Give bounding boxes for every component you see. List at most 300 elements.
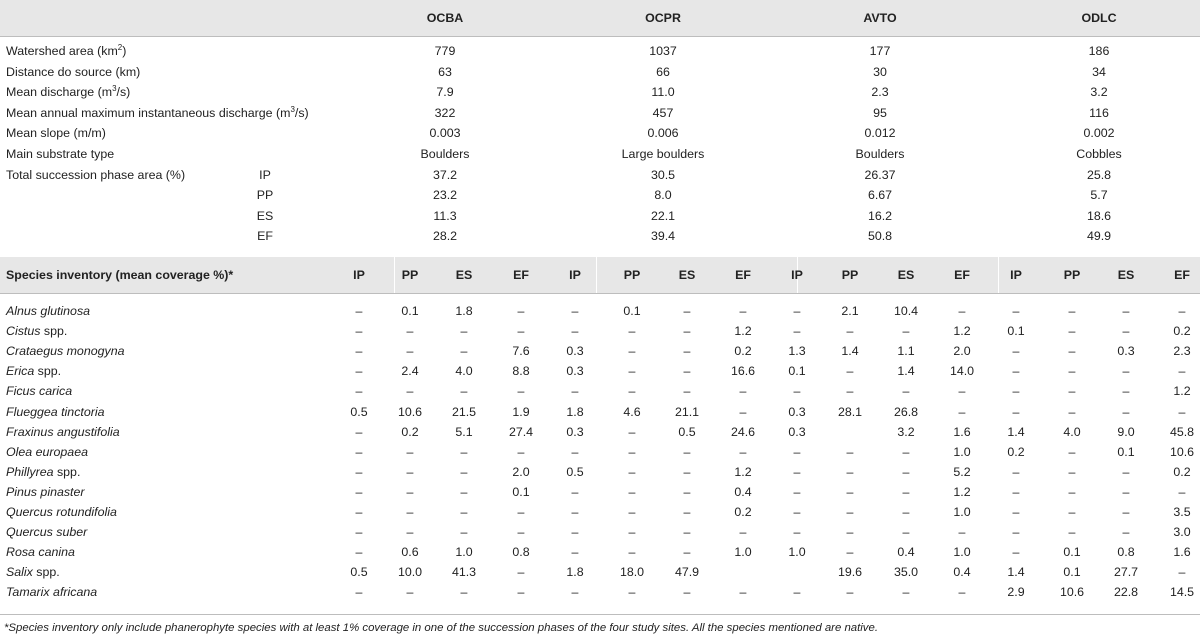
coverage-cell: – [517,565,525,580]
coverage-cell: 0.6 [401,545,419,560]
coverage-cell: 4.0 [1063,424,1081,439]
coverage-cell: – [846,484,854,499]
coverage-cell: – [683,464,691,479]
phase-header: ES [678,268,696,282]
coverage-cell: – [571,484,579,499]
coverage-cell: 1.8 [566,404,584,419]
species-name: Rosa canina [6,545,75,560]
coverage-cell: 0.2 [734,505,752,519]
coverage-cell: – [846,525,854,540]
coverage-cell: 1.9 [512,404,530,419]
coverage-cell: – [1122,364,1130,379]
coverage-cell: – [571,304,579,318]
coverage-cell: – [1012,464,1020,479]
coverage-cell: – [406,444,414,459]
coverage-cell: 1.0 [788,545,806,560]
coverage-cell: 2.0 [512,464,530,479]
coverage-cell: – [846,464,854,479]
coverage-cell: – [628,545,636,560]
coverage-cell: – [355,484,363,499]
coverage-cell: – [1122,324,1130,339]
coverage-cell: – [628,585,636,600]
coverage-cell: – [846,585,854,600]
succession-label: Total succession phase area (%) [6,167,186,182]
coverage-cell: 35.0 [893,565,919,580]
coverage-cell: – [902,384,910,399]
coverage-cell: – [1012,505,1020,519]
coverage-cell: 1.2 [734,324,752,339]
species-name: Crataegus monogyna [6,344,125,359]
value-cell: 6.67 [867,188,893,203]
coverage-cell: – [1122,384,1130,399]
coverage-cell: – [958,384,966,399]
coverage-cell: – [355,304,363,318]
coverage-cell: – [793,304,801,318]
coverage-cell: – [1068,344,1076,359]
phase-header: PP [1063,268,1081,282]
coverage-cell: – [1068,364,1076,379]
coverage-cell: – [739,444,747,459]
species-name: Fraxinus angustifolia [6,424,120,439]
coverage-cell: 19.6 [837,565,863,580]
value-cell: 8.0 [654,188,672,203]
phase-header: ES [897,268,915,282]
coverage-cell: 10.0 [397,565,423,580]
coverage-cell: – [460,484,468,499]
coverage-cell: – [1178,565,1186,580]
coverage-cell: 0.1 [1063,565,1081,580]
coverage-cell: – [355,344,363,359]
coverage-cell: 1.4 [1007,424,1025,439]
coverage-cell: – [683,525,691,540]
coverage-cell: – [1068,484,1076,499]
coverage-cell: 1.4 [897,364,915,379]
coverage-cell: – [355,444,363,459]
value-cell: Cobbles [1076,147,1122,161]
coverage-cell: – [517,444,525,459]
coverage-cell: – [902,585,910,600]
coverage-cell: – [793,444,801,459]
coverage-cell: – [902,505,910,519]
coverage-cell: 9.0 [1117,424,1135,439]
coverage-cell: – [517,505,525,519]
species-name: Flueggea tinctoria [6,404,105,419]
coverage-cell: – [1122,404,1130,419]
coverage-cell: 27.7 [1113,565,1139,580]
coverage-cell: – [460,585,468,600]
coverage-cell: – [1178,484,1186,499]
coverage-cell: – [902,525,910,540]
coverage-cell: – [628,444,636,459]
coverage-cell: – [958,404,966,419]
value-cell: 5.7 [1090,188,1108,203]
coverage-cell: – [683,585,691,600]
value-cell: 779 [434,44,456,58]
coverage-cell: – [846,384,854,399]
species-name: Cistus spp. [6,324,68,339]
value-cell: 30.5 [650,167,676,182]
value-cell: 26.37 [864,167,896,182]
value-cell: 0.003 [429,126,461,141]
coverage-cell: – [683,304,691,318]
value-cell: 16.2 [867,208,893,223]
species-name: Erica spp. [6,364,62,379]
coverage-cell: – [460,505,468,519]
coverage-cell: 0.2 [401,424,419,439]
coverage-cell: 0.4 [897,545,915,560]
species-name: Olea europaea [6,444,88,459]
coverage-cell: 1.0 [734,545,752,560]
value-cell: 28.2 [432,229,458,244]
coverage-cell: – [406,464,414,479]
coverage-cell: – [846,545,854,560]
coverage-cell: 0.5 [566,464,584,479]
row-label: Mean discharge $(m^3/s)$ [6,84,131,100]
value-cell: 25.8 [1086,167,1112,182]
phase-label: PP [256,188,274,203]
coverage-cell: – [460,444,468,459]
value-cell: 0.006 [647,126,679,141]
coverage-cell: – [355,464,363,479]
coverage-cell: – [571,525,579,540]
coverage-cell: – [902,484,910,499]
coverage-cell: – [739,525,747,540]
coverage-cell: 0.2 [1173,324,1191,339]
coverage-cell: – [1122,464,1130,479]
coverage-cell: 0.2 [1173,464,1191,479]
coverage-cell: 1.2 [1173,384,1191,399]
coverage-cell: 0.8 [1117,545,1135,560]
coverage-cell: – [628,364,636,379]
coverage-cell: 21.5 [451,404,477,419]
phase-label: ES [256,208,274,223]
coverage-cell: – [1122,484,1130,499]
phase-header: ES [455,268,473,282]
coverage-cell: 4.6 [623,404,641,419]
row-label: Watershed area $(km^2)$ [6,42,127,58]
value-cell: 2.3 [871,85,889,100]
coverage-cell: 2.4 [401,364,419,379]
coverage-cell: – [406,505,414,519]
coverage-cell: – [628,344,636,359]
coverage-cell: – [406,484,414,499]
coverage-cell: 0.3 [788,404,806,419]
site-header-ocpr: OCPR [645,11,681,25]
coverage-cell: 1.4 [841,344,859,359]
coverage-cell: 5.1 [455,424,473,439]
coverage-cell: – [406,344,414,359]
phase-header: PP [401,268,419,282]
row-label: Main substrate type [6,147,115,161]
coverage-cell: 3.2 [897,424,915,439]
coverage-cell: – [683,324,691,339]
species-name: Tamarix africana [6,585,98,600]
coverage-cell: – [739,585,747,600]
coverage-cell: – [1012,304,1020,318]
coverage-cell: – [793,484,801,499]
coverage-cell: 0.8 [512,545,530,560]
coverage-cell: – [628,464,636,479]
phase-label: IP [259,167,271,182]
coverage-cell: – [793,505,801,519]
coverage-cell: – [958,525,966,540]
coverage-cell: – [902,324,910,339]
coverage-cell: 2.9 [1007,585,1025,600]
phase-header: PP [623,268,641,282]
coverage-cell: – [1012,384,1020,399]
coverage-cell: – [1012,545,1020,560]
coverage-cell: 10.6 [397,404,423,419]
coverage-cell: – [793,384,801,399]
coverage-cell: – [460,384,468,399]
coverage-cell: – [628,525,636,540]
coverage-cell: – [1068,525,1076,540]
coverage-cell: 10.6 [1169,444,1195,459]
coverage-cell: – [460,344,468,359]
coverage-cell: 0.5 [678,424,696,439]
coverage-cell: – [1068,404,1076,419]
value-cell: 22.1 [650,208,676,223]
value-cell: 0.012 [864,126,896,141]
coverage-cell: – [460,525,468,540]
value-cell: 116 [1089,105,1109,120]
coverage-cell: – [846,324,854,339]
phase-label: EF [257,229,273,244]
coverage-cell: 1.1 [897,344,915,359]
coverage-cell: – [1012,344,1020,359]
coverage-cell: – [628,484,636,499]
coverage-cell: – [355,585,363,600]
coverage-cell: 0.3 [566,364,584,379]
coverage-cell: 47.9 [674,565,700,580]
coverage-cell: 22.8 [1113,585,1139,600]
coverage-cell: – [1122,304,1130,318]
coverage-cell: – [683,364,691,379]
coverage-cell: 3.0 [1173,525,1191,540]
coverage-cell: – [517,384,525,399]
coverage-cell: 16.6 [730,364,756,379]
coverage-cell: 14.0 [949,364,975,379]
coverage-cell: – [683,384,691,399]
coverage-cell: – [739,404,747,419]
species-name: Quercus rotundifolia [6,505,117,519]
coverage-cell: – [739,384,747,399]
species-name: Quercus suber [6,525,88,540]
coverage-cell: – [460,324,468,339]
phase-header: EF [954,268,970,282]
coverage-cell: 1.2 [734,464,752,479]
coverage-cell: – [571,324,579,339]
coverage-cell: – [517,585,525,600]
coverage-cell: – [1122,505,1130,519]
coverage-cell: – [1012,404,1020,419]
phase-header: IP [1010,268,1022,282]
coverage-cell: – [1012,525,1020,540]
coverage-cell: 1.4 [1007,565,1025,580]
value-cell: 34 [1092,64,1106,79]
coverage-cell: 3.5 [1173,505,1191,519]
coverage-cell: – [517,525,525,540]
coverage-cell: – [958,585,966,600]
coverage-cell: – [1122,525,1130,540]
coverage-cell: 0.2 [734,344,752,359]
value-cell: 37.2 [432,167,458,182]
species-name: Salix spp. [6,565,60,580]
coverage-cell: 0.2 [1007,444,1025,459]
value-cell: 49.9 [1086,229,1112,244]
coverage-cell: – [406,384,414,399]
coverage-cell: – [683,545,691,560]
coverage-cell: – [406,324,414,339]
coverage-cell: – [683,484,691,499]
coverage-cell: – [1068,324,1076,339]
species-name: Alnus glutinosa [6,304,91,318]
value-cell: 63 [438,64,452,79]
coverage-cell: – [902,444,910,459]
coverage-cell: 45.8 [1169,424,1195,439]
value-cell: 95 [873,105,887,120]
coverage-cell: – [846,364,854,379]
species-name: Pinus pinaster [6,484,85,499]
coverage-cell: 0.3 [566,424,584,439]
coverage-cell: 1.6 [1173,545,1191,560]
coverage-cell: – [571,444,579,459]
coverage-cell: – [355,525,363,540]
coverage-cell: – [683,505,691,519]
coverage-cell: 1.0 [953,505,971,519]
coverage-cell: 18.0 [619,565,645,580]
coverage-cell: 0.1 [788,364,806,379]
coverage-cell: 0.5 [350,565,368,580]
rule-line [0,293,1200,294]
species-name: Phillyrea spp. [6,464,81,479]
coverage-cell: 0.3 [1117,344,1135,359]
coverage-cell: 0.4 [953,565,971,580]
coverage-cell: – [355,505,363,519]
coverage-cell: – [517,304,525,318]
coverage-cell: – [1012,484,1020,499]
coverage-cell: – [683,444,691,459]
coverage-cell: 10.4 [893,304,919,318]
coverage-cell: – [793,464,801,479]
coverage-cell: 2.3 [1173,344,1191,359]
coverage-cell: 5.2 [953,464,971,479]
coverage-cell: – [517,324,525,339]
site-header-avto: AVTO [863,11,897,25]
phase-header: EF [735,268,751,282]
coverage-cell: – [1068,464,1076,479]
coverage-cell: 0.1 [1117,444,1135,459]
value-cell: 39.4 [650,229,676,244]
value-cell: 18.6 [1086,208,1112,223]
site-header-band [0,0,1200,36]
value-cell: 7.9 [436,85,454,100]
row-label: Mean slope (m/m) [6,126,106,141]
coverage-cell: 4.0 [455,364,473,379]
value-cell: 186 [1088,44,1110,58]
coverage-cell: – [571,505,579,519]
coverage-cell: 1.8 [455,304,473,318]
value-cell: Boulders [855,147,905,161]
coverage-cell: 26.8 [893,404,919,419]
coverage-cell: 8.8 [512,364,530,379]
coverage-cell: 2.1 [841,304,859,318]
coverage-cell: 2.0 [953,344,971,359]
coverage-cell: 0.1 [623,304,641,318]
value-cell: 457 [652,105,674,120]
coverage-cell: 1.0 [953,545,971,560]
site-header-odlc: ODLC [1081,11,1117,25]
phase-header: PP [841,268,859,282]
coverage-cell: – [1068,444,1076,459]
phase-header: IP [569,268,581,282]
coverage-cell: – [1178,404,1186,419]
coverage-cell: 41.3 [451,565,477,580]
species-name: Ficus carica [6,384,73,399]
coverage-cell: 27.4 [508,424,534,439]
value-cell: Boulders [420,147,470,161]
value-cell: 66 [656,64,670,79]
coverage-cell: – [406,525,414,540]
value-cell: 322 [434,105,456,120]
phase-header: IP [353,268,365,282]
phase-header: ES [1117,268,1135,282]
coverage-cell: – [1068,304,1076,318]
coverage-cell: – [793,585,801,600]
coverage-cell: – [571,545,579,560]
coverage-cell: 0.1 [512,484,530,499]
coverage-cell: – [1012,364,1020,379]
coverage-cell: – [958,304,966,318]
rule-line [0,36,1200,37]
coverage-cell: 0.5 [350,404,368,419]
coverage-cell: 1.0 [953,444,971,459]
coverage-cell: – [902,464,910,479]
value-cell: 50.8 [867,229,893,244]
coverage-cell: 1.8 [566,565,584,580]
coverage-cell: 1.2 [953,324,971,339]
phase-header: EF [513,268,529,282]
coverage-cell: – [628,384,636,399]
coverage-cell: – [571,585,579,600]
coverage-cell: 1.3 [788,344,806,359]
coverage-cell: – [571,384,579,399]
coverage-cell: – [628,424,636,439]
coverage-cell: 0.1 [1007,324,1025,339]
coverage-cell: – [355,545,363,560]
coverage-cell: 0.1 [401,304,419,318]
row-label: Distance do source (km) [6,64,141,79]
coverage-cell: 0.4 [734,484,752,499]
coverage-cell: – [1178,364,1186,379]
phase-header: IP [791,268,803,282]
value-cell: Large boulders [621,147,705,161]
coverage-cell: – [628,324,636,339]
coverage-cell: 0.3 [788,424,806,439]
value-cell: 11.3 [433,208,457,223]
coverage-cell: – [846,444,854,459]
row-label: Mean annual maximum instantaneous discharge $(m^3/s)$ [6,104,309,120]
rule-line [0,614,1200,615]
footnote: *Species inventory only include phanerophyte species with at least 1% coverage in one of the succession phases of the four study sites. All the species mentioned are native. [4,622,879,634]
value-cell: 30 [873,64,887,79]
coverage-cell: – [355,324,363,339]
coverage-cell: – [406,585,414,600]
value-cell: 23.2 [432,188,458,203]
value-cell: 177 [869,44,891,58]
coverage-cell: – [846,505,854,519]
coverage-cell: 28.1 [837,404,863,419]
